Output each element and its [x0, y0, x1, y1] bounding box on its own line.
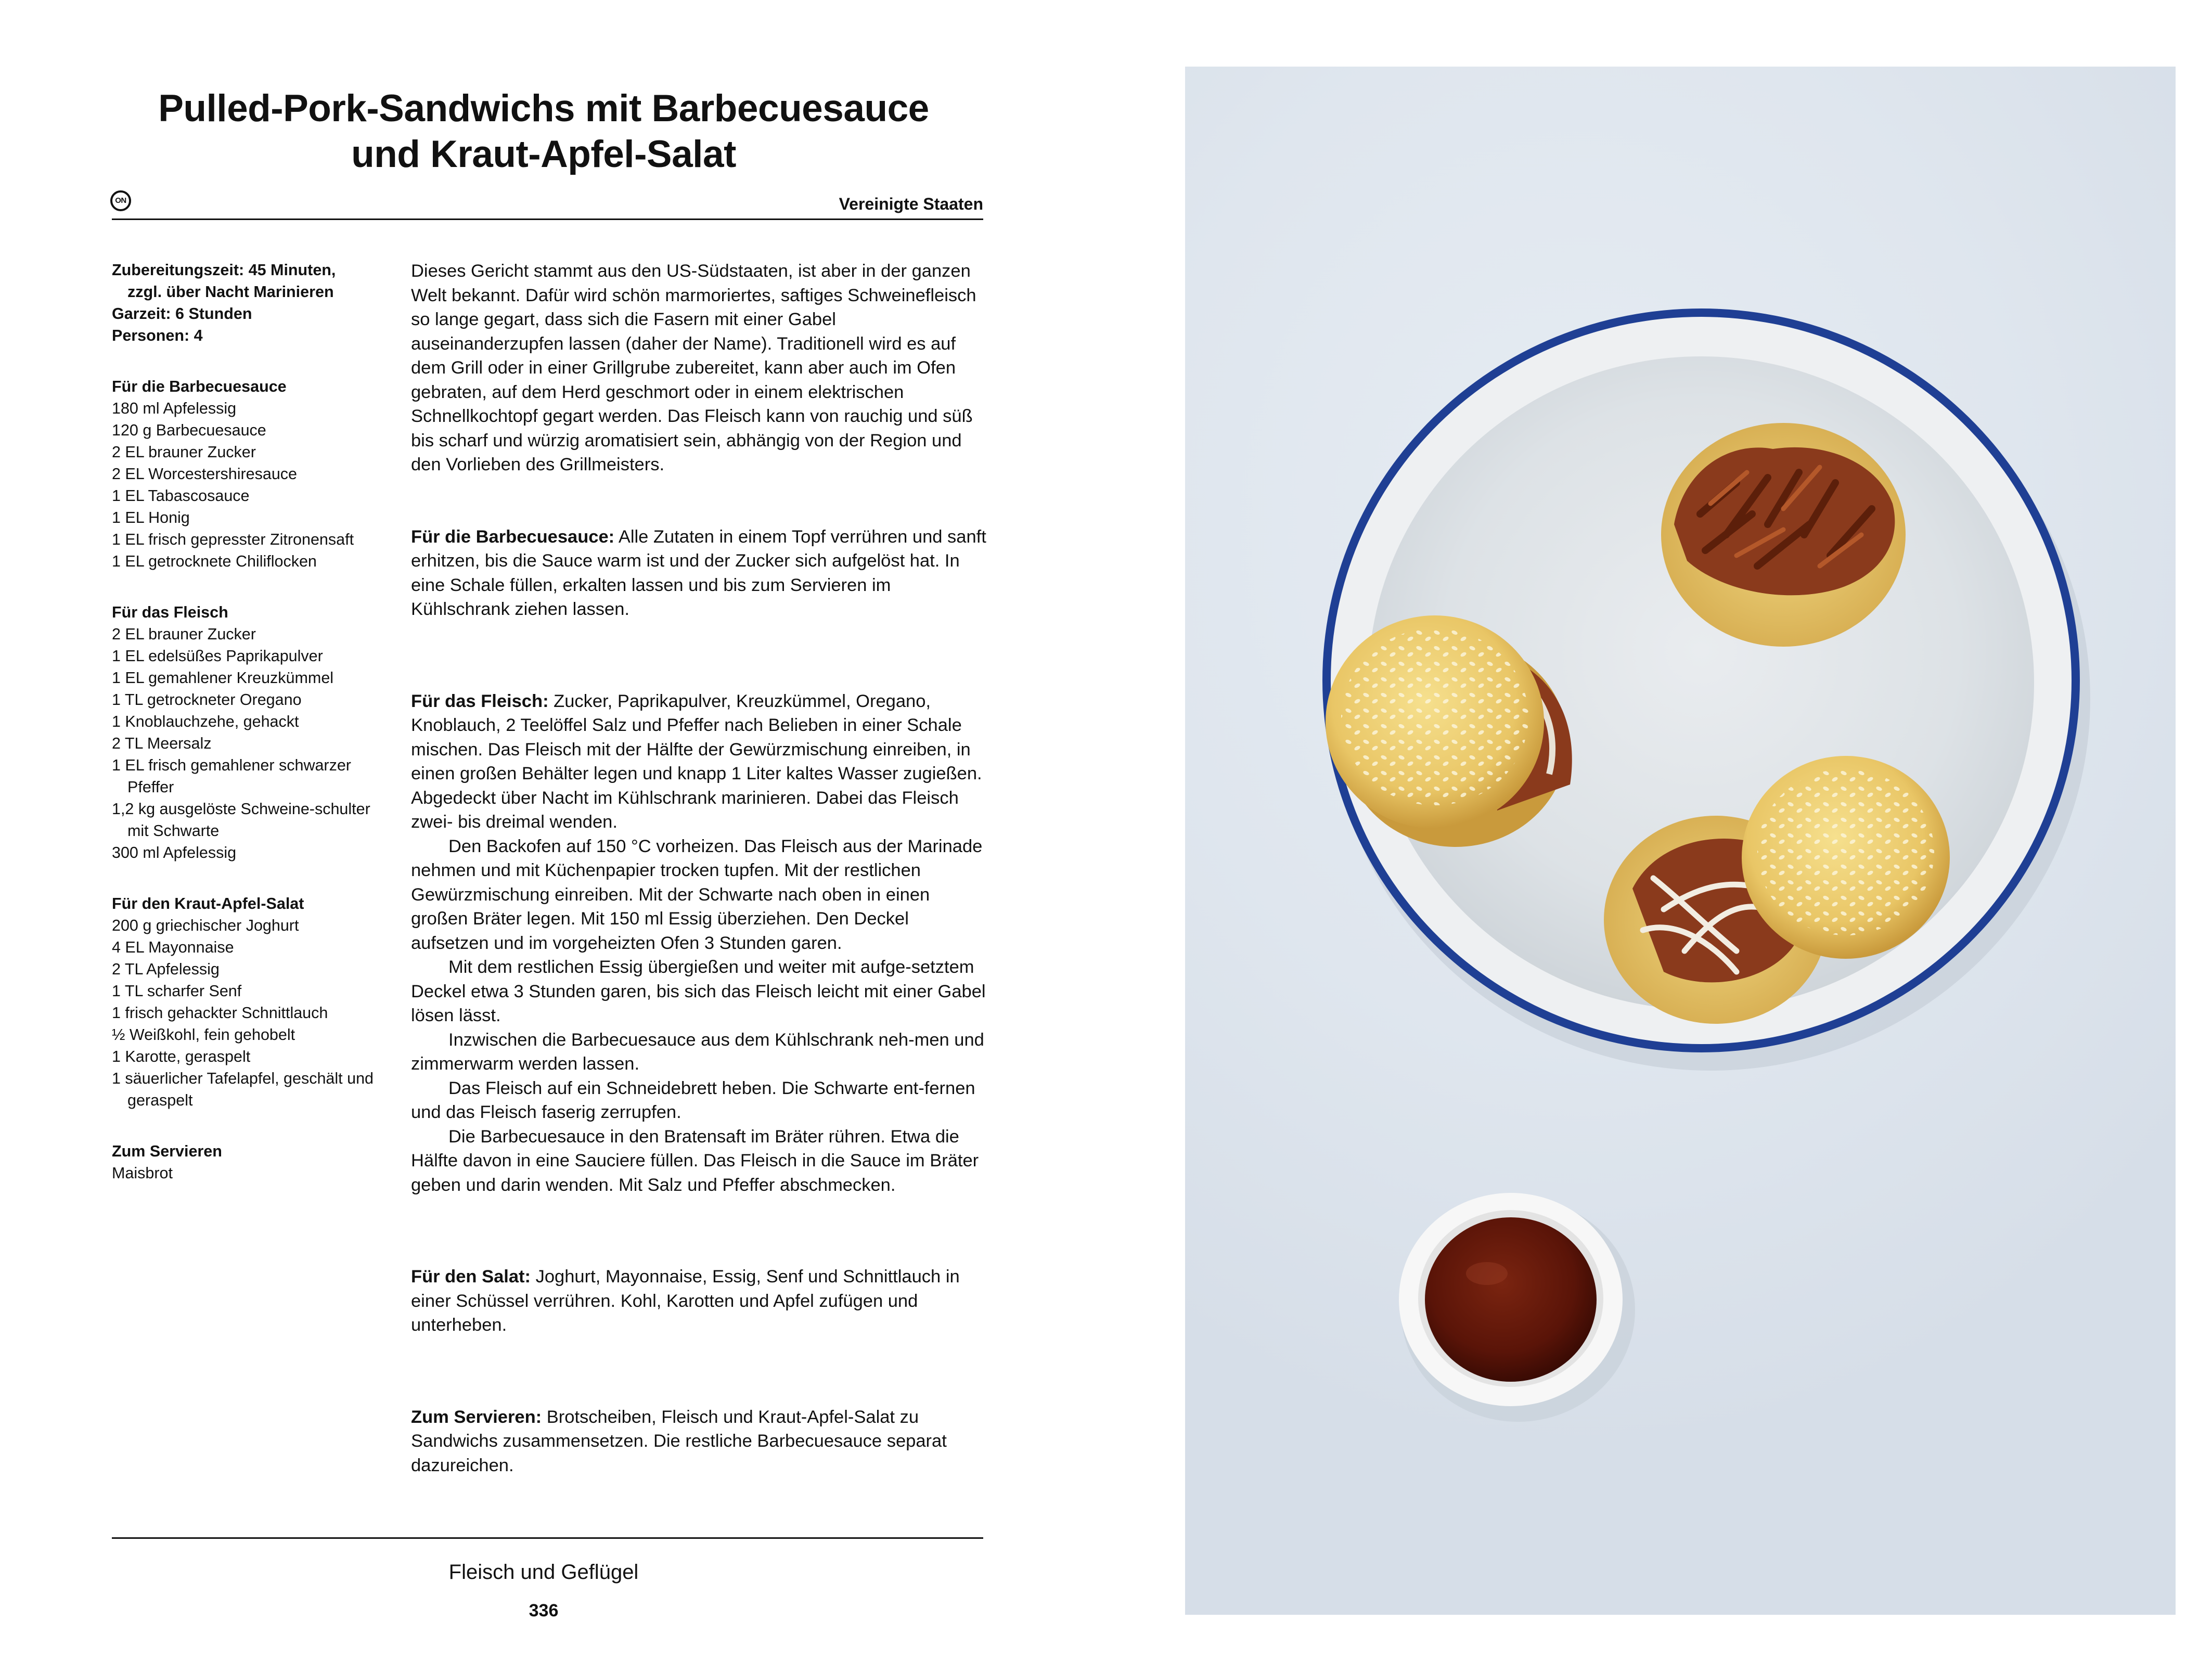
ingredient-group-title: Zum Servieren — [112, 1142, 222, 1160]
meat-step — [411, 689, 988, 834]
serving-step — [411, 1405, 988, 1478]
ingredient-item: 2 EL brauner Zucker — [112, 625, 256, 643]
ingredient-item: ½ Weißkohl, fein gehobelt — [112, 1026, 295, 1044]
page-number: 336 — [529, 1601, 559, 1621]
step-text: Brotscheiben, Fleisch und Kraut-Apfel-Salat zu Sandwichs zusammensetzen. Die restliche Barbecuesauce separat dazureichen. — [411, 1407, 947, 1475]
ingredient-item: 4 EL Mayonnaise — [112, 938, 234, 956]
ingredients-sidebar — [112, 259, 382, 1184]
sauce-step — [411, 525, 988, 622]
servings: Personen: 4 — [112, 327, 203, 344]
chapter-name: Fleisch und Geflügel — [448, 1561, 639, 1584]
ingredient-group-serving — [112, 1140, 382, 1184]
ingredient-group-title: Für den Kraut-Apfel-Salat — [112, 895, 304, 912]
recipe-title-line-1: Pulled-Pork-Sandwichs mit Barbecuesauce — [158, 87, 929, 130]
ingredient-item: 1 Knoblauchzehe, gehackt — [112, 713, 299, 730]
step-label: Für das Fleisch: — [411, 691, 549, 711]
ingredient-item: 180 ml Apfelessig — [112, 400, 237, 417]
ingredient-list — [112, 915, 382, 1111]
ingredient-item: 1 TL getrockneter Oregano — [112, 691, 302, 709]
ingredient-item: 2 EL Worcestershiresauce — [112, 465, 297, 483]
ingredient-group-meat — [112, 601, 382, 864]
salad-step — [411, 1265, 988, 1338]
step-text: Alle Zutaten in einem Topf verrühren und sanft erhitzen, bis die Sauce warm ist und der Zucker sich aufgelöst hat. In eine Schale füllen, erkalten lassen und bis zum Servieren im Kühlschrank ziehen lassen. — [411, 526, 986, 619]
diet-badge-icon: ON — [110, 190, 131, 211]
ingredient-item: 2 TL Apfelessig — [112, 960, 220, 978]
ingredient-item: 2 EL brauner Zucker — [112, 443, 256, 461]
recipe-title-line-2: und Kraut-Apfel-Salat — [351, 133, 736, 175]
ingredient-item: 1 frisch gehackter Schnittlauch — [112, 1004, 328, 1022]
cook-time: Garzeit: 6 Stunden — [112, 305, 252, 323]
ingredient-item: 1 EL Honig — [112, 509, 190, 526]
meat-step-paragraph: Mit dem restlichen Essig übergießen und weiter mit aufge-setztem Deckel etwa 3 Stunden garen, bis sich das Fleisch leicht mit einer Gabel lösen lässt. — [411, 957, 986, 1025]
ingredient-list — [112, 397, 382, 572]
slider-open-pork — [1661, 423, 1906, 647]
prep-time: Zubereitungszeit: 45 Minuten, — [112, 261, 336, 279]
ingredient-item: 1 EL Tabascosauce — [112, 487, 250, 505]
dish-illustration — [1185, 67, 2176, 1615]
meat-step-paragraph: Das Fleisch auf ein Schneidebrett heben. Die Schwarte ent-fernen und das Fleisch faserig zerrupfen. — [411, 1078, 975, 1122]
ingredient-list — [112, 623, 382, 864]
ingredient-item: 200 g griechischer Joghurt — [112, 917, 299, 934]
ingredient-list — [112, 1162, 382, 1184]
step-label: Für die Barbecuesauce: — [411, 526, 615, 547]
prep-time-extra: zzgl. über Nacht Marinieren — [127, 283, 334, 301]
ingredient-item: 1 säuerlicher Tafelapfel, geschält und geraspelt — [112, 1070, 374, 1109]
ingredient-item: 1 EL getrocknete Chiliflocken — [112, 552, 317, 570]
ingredient-item: 1,2 kg ausgelöste Schweine-schulter mit Schwarte — [112, 800, 370, 840]
recipe-title — [104, 86, 983, 177]
intro-paragraph: Dieses Gericht stammt aus den US-Südstaaten, ist aber in der ganzen Welt bekannt. Dafür wird schön marmoriertes, saftiges Schweinefleisch so lange gegart, dass sich die Fasern mit einer Gabel auseinanderzupfen lassen (daher der Name). Traditionell wird es auf dem Grill oder in einer Grillgrube zubereitet, kann aber auch im Ofen gebraten, auf dem Herd geschmort oder in einem elektrischen Schnellkochtopf gegart werden. Das Fleisch kann von rauchig und süß bis scharf und würzig aromatisiert sein, abhängig von der Region und den Vorlieben des Grillmeisters. — [411, 261, 976, 474]
step-label: Zum Servieren: — [411, 1407, 542, 1427]
ingredient-item: 120 g Barbecuesauce — [112, 421, 266, 439]
dish-photo — [1185, 67, 2176, 1615]
region-label: Vereinigte Staaten — [839, 195, 983, 213]
ingredient-item: 1 EL gemahlener Kreuzkümmel — [112, 669, 334, 687]
ingredient-item: 2 TL Meersalz — [112, 735, 212, 752]
ingredient-item: 300 ml Apfelessig — [112, 844, 237, 861]
recipe-instructions — [411, 259, 988, 1477]
ingredient-item: 1 EL edelsüßes Paprikapulver — [112, 647, 323, 665]
ingredient-item: 1 EL frisch gepresster Zitronensaft — [112, 531, 354, 548]
step-text: Zucker, Paprikapulver, Kreuzkümmel, Oregano, Knoblauch, 2 Teelöffel Salz und Pfeffer nach Belieben in einer Schale mischen. Das Fleisch mit der Hälfte der Gewürzmischung einreiben, in einen großen Behälter legen und knapp 1 Liter kaltes Wasser zugießen. Abgedeckt über Nacht im Kühlschrank marinieren. Dabei das Fleisch zwei- bis dreimal wenden. — [411, 691, 982, 832]
ingredient-group-salad — [112, 893, 382, 1111]
meat-step-paragraph: Inzwischen die Barbecuesauce aus dem Kühlschrank neh-men und zimmerwarm werden lassen. — [411, 1030, 984, 1074]
ingredient-item: 1 TL scharfer Senf — [112, 982, 242, 1000]
step-text: Joghurt, Mayonnaise, Essig, Senf und Schnittlauch in einer Schüssel verrühren. Kohl, Karotten und Apfel zufügen und unterheben. — [411, 1267, 960, 1335]
ingredient-group-sauce — [112, 376, 382, 572]
meat-step-paragraph: Den Backofen auf 150 °C vorheizen. Das Fleisch aus der Marinade nehmen und mit Küchenpapier trocken tupfen. Mit der restlichen Gewürzmischung einreiben. Mit der Schwarte nach oben in einen großen Bräter legen. Mit 150 ml Essig überziehen. Den Deckel aufsetzen und im vorgeheizten Ofen 3 Stunden garen. — [411, 836, 983, 953]
ingredient-item: 1 Karotte, geraspelt — [112, 1048, 251, 1065]
ingredient-item: Maisbrot — [112, 1164, 173, 1182]
step-label: Für den Salat: — [411, 1267, 531, 1287]
meat-step-paragraph: Die Barbecuesauce in den Bratensaft im Bräter rühren. Etwa die Hälfte davon in eine Sauciere füllen. Das Fleisch in die Sauce im Bräter geben und darin wenden. Mit Salz und Pfeffer abschmecken. — [411, 1126, 979, 1195]
recipe-meta — [112, 259, 382, 346]
ingredient-group-title: Für das Fleisch — [112, 603, 228, 621]
footer-divider — [112, 1537, 983, 1539]
ingredient-group-title: Für die Barbecuesauce — [112, 378, 287, 395]
header-divider — [112, 218, 983, 220]
ingredient-item: 1 EL frisch gemahlener schwarzer Pfeffer — [112, 756, 351, 796]
sauce-ramekin — [1399, 1193, 1635, 1422]
